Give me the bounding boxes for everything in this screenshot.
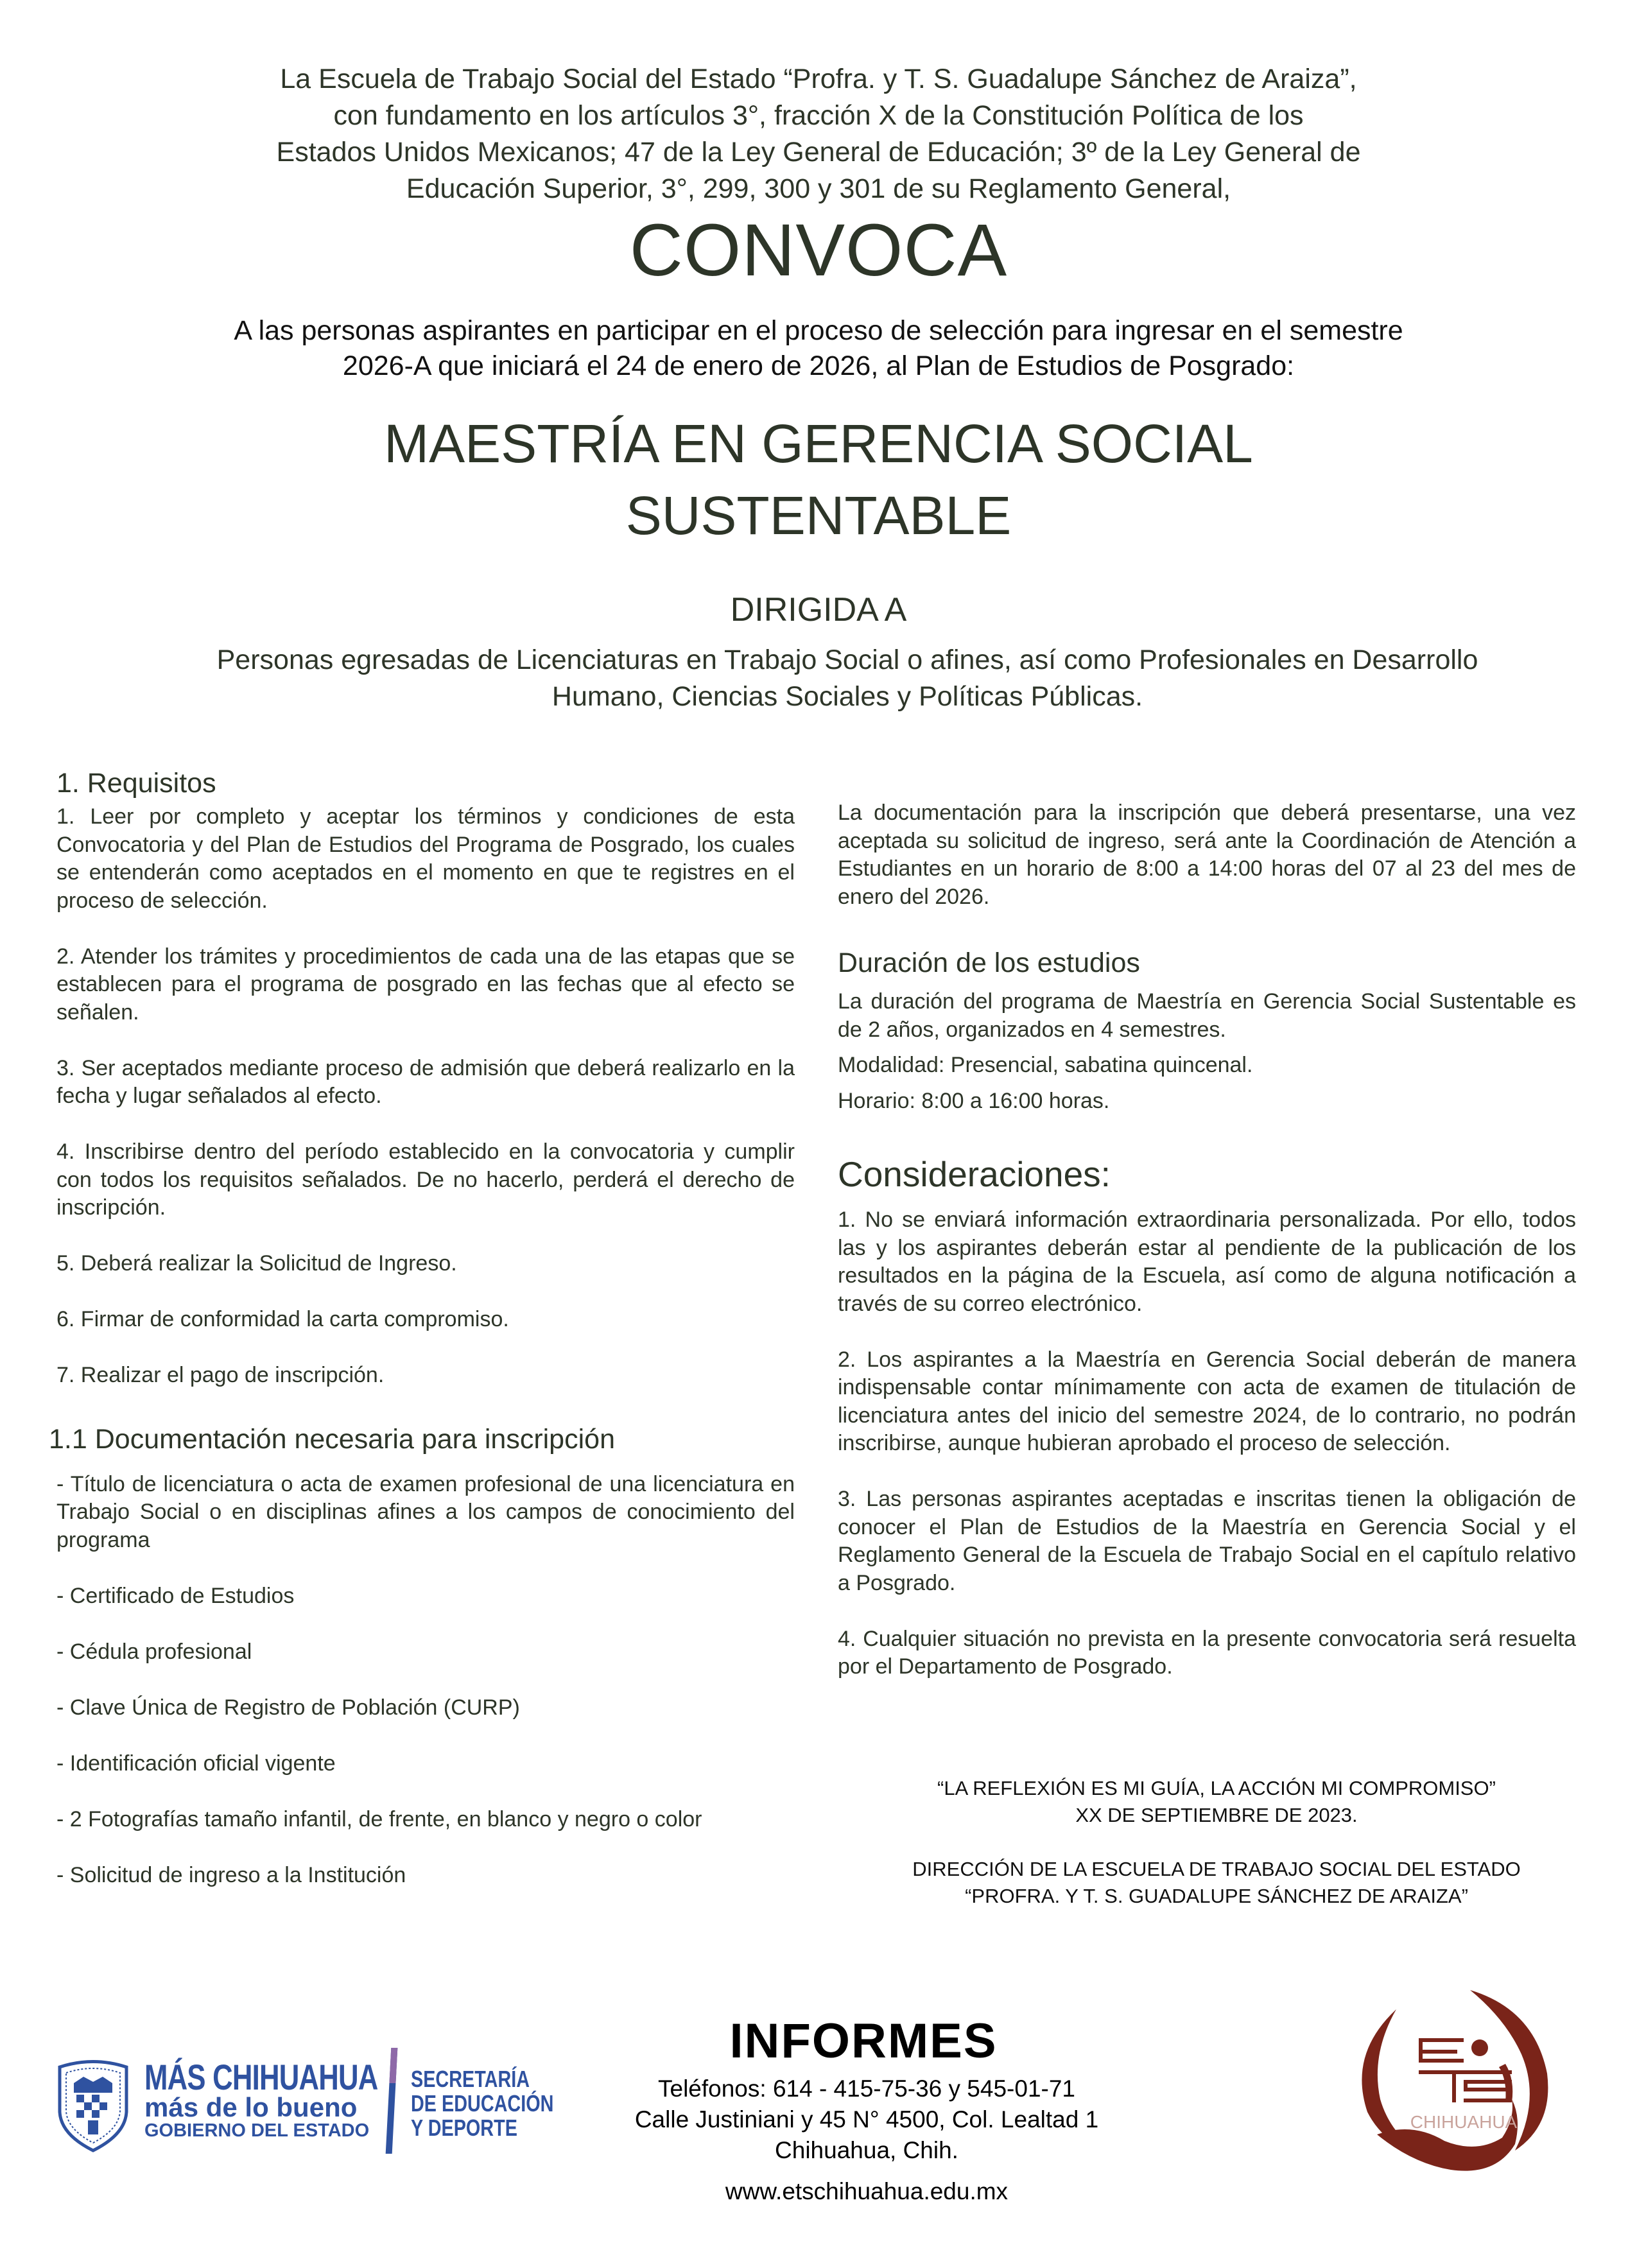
preamble-line: La Escuela de Trabajo Social del Estado “Profra. y T. S. Guadalupe Sánchez de Araiza”, [280, 64, 1357, 94]
horario-text: Horario: 8:00 a 16:00 horas. [838, 1088, 1110, 1113]
requisito-item: 3. Ser aceptados mediante proceso de admisión que deberá realizarlo en la fecha y lugar señalados al efecto. [56, 1055, 795, 1108]
audience-line: Personas egresadas de Licenciaturas en Trabajo Social o afines, así como Profesionales en Desarrollo [216, 645, 1478, 675]
documento-item: - Clave Única de Registro de Población (CURP) [56, 1695, 520, 1720]
closing-block [835, 1775, 1598, 1910]
secretaria-line: Y DEPORTE [411, 2115, 517, 2141]
documento-item: - Título de licenciatura o acta de examen profesional de una licenciatura en Trabajo Social o en disciplinas afines a los campos de conocimiento del programa [56, 1471, 795, 1552]
documento-item: - Cédula profesional [56, 1639, 252, 1664]
modalidad-text: Modalidad: Presencial, sabatina quincenal. [838, 1053, 1253, 1077]
secretaria-line: SECRETARÍA [411, 2066, 530, 2092]
gov-main-text: MÁS CHIHUAHUA [144, 2057, 378, 2097]
consideraciones-heading: Consideraciones: [838, 1154, 1111, 1194]
secretaria-line: DE EDUCACIÓN [411, 2090, 554, 2117]
requisito-item: 1. Leer por completo y aceptar los términos y condiciones de esta Convocatoria y del Plan de Estudios del Programa de Posgrado, los cuales se entenderán como aceptados en el momento en que te registres en el proceso de selección. [56, 804, 795, 913]
presentacion-paragraph: La documentación para la inscripción que deberá presentarse, una vez aceptada su solicitud de ingreso, será ante la Coordinación de Atención a Estudiantes en un horario de 8:00 a 14:00 horas del 07 al 23 del mes de enero del 2026. [838, 801, 1576, 909]
requisito-item: 6. Firmar de conformidad la carta compromiso. [56, 1307, 509, 1331]
ets-emblem-icon [1342, 1984, 1560, 2195]
address: Calle Justiniani y 45 N° 4500, Col. Lealtad 1 [634, 2106, 1099, 2133]
direction-line: “PROFRA. Y T. S. GUADALUPE SÁNCHEZ DE ARAIZA” [965, 1885, 1468, 1907]
dirigida-heading: DIRIGIDA A [730, 591, 907, 628]
government-wordmark [144, 2059, 444, 2142]
gov-subtitle: GOBIERNO DEL ESTADO [144, 2120, 370, 2141]
state-shield-icon [55, 2057, 132, 2154]
phones: Teléfonos: 614 - 415-75-36 y 545-01-71 [658, 2075, 1075, 2102]
ets-logo [1342, 1984, 1560, 2195]
program-title-line: SUSTENTABLE [625, 485, 1012, 546]
documento-item: - 2 Fotografías tamaño infantil, de frente, en blanco y negro o color [56, 1806, 702, 1831]
documentacion-heading: 1.1 Documentación necesaria para inscripción [49, 1423, 615, 1455]
left-column [49, 767, 795, 1917]
consideracion-item: 1. No se enviará información extraordinaria personalizada. Por ello, todos las y los aspirantes deberán estar al pendiente de la publicación de los resultados en la página de la Escuela, así como de alguna notificación a través de su correo electrónico. [838, 1208, 1576, 1316]
aspirantes-statement [128, 313, 1509, 384]
requisitos-list [56, 803, 795, 1390]
legal-preamble [128, 61, 1509, 207]
convoca-title: CONVOCA [629, 209, 1008, 291]
consideracion-item: 4. Cualquier situación no prevista en la presente convocatoria será resuelta por el Departamento de Posgrado. [838, 1626, 1576, 1679]
duracion-text: La duración del programa de Maestría en Gerencia Social Sustentable es de 2 años, organizados en 4 semestres. [838, 989, 1576, 1042]
requisito-item: 7. Realizar el pago de inscripción. [56, 1363, 385, 1387]
documento-item: - Solicitud de ingreso a la Institución [56, 1862, 406, 1887]
documentacion-list [56, 1471, 795, 1890]
consideracion-item: 2. Los aspirantes a la Maestría en Gerencia Social deberán de manera indispensable contar mínimamente con acta de examen de titulación de licenciatura antes del inicio del semestre 2024, de lo contrario, no podrán inscribirse, aunque hubieran aprobado el proceso de selección. [838, 1347, 1576, 1455]
preamble-line: Estados Unidos Mexicanos; 47 de la Ley General de Educación; 3º de la Ley General de [276, 137, 1361, 168]
contact-info [578, 2073, 1156, 2166]
issue-date: XX DE SEPTIEMBRE DE 2023. [1075, 1804, 1358, 1826]
direction-line: DIRECCIÓN DE LA ESCUELA DE TRABAJO SOCIAL DEL ESTADO [912, 1858, 1521, 1880]
duracion-heading: Duración de los estudios [838, 948, 1140, 978]
informes-heading: INFORMES [729, 2014, 998, 2068]
requisitos-heading: 1. Requisitos [56, 768, 216, 799]
program-title [193, 408, 1444, 551]
program-title-line: MAESTRÍA EN GERENCIA SOCIAL [384, 413, 1253, 474]
target-audience [83, 642, 1611, 715]
gov-slogan: más de lo bueno [144, 2092, 358, 2122]
preamble-line: Educación Superior, 3°, 299, 300 y 301 de su Reglamento General, [406, 173, 1231, 204]
aspirantes-line: A las personas aspirantes en participar en el proceso de selección para ingresar en el semestre [234, 315, 1403, 346]
aspirantes-line: 2026-A que iniciará el 24 de enero de 2026, al Plan de Estudios de Posgrado: [342, 351, 1295, 381]
website-link[interactable]: www.etschihuahua.edu.mx [725, 2178, 1009, 2204]
city: Chihuahua, Chih. [775, 2137, 958, 2163]
documento-item: - Certificado de Estudios [56, 1583, 295, 1608]
consideraciones-list [838, 1206, 1576, 1681]
secretaria-wordmark [411, 2067, 553, 2140]
requisito-item: 2. Atender los trámites y procedimientos de cada una de las etapas que se establecen para el programa de posgrado en las fechas que al efecto se señalen. [56, 944, 795, 1025]
requisito-item: 4. Inscribirse dentro del período establecido en la convocatoria y cumplir con todos los requisitos señalados. De no hacerlo, perderá el derecho de inscripción. [56, 1139, 795, 1220]
government-logo [55, 2054, 568, 2157]
audience-line: Humano, Ciencias Sociales y Políticas Públicas. [551, 681, 1143, 712]
ets-city-text: CHIHUAHUA [1410, 2112, 1518, 2132]
motto: “LA REFLEXIÓN ES MI GUÍA, LA ACCIÓN MI COMPROMISO” [937, 1777, 1496, 1799]
consideracion-item: 3. Las personas aspirantes aceptadas e inscritas tienen la obligación de conocer el Plan de Estudios de la Maestría en Gerencia Social y el Reglamento General de la Escuela de Trabajo Social en el capítulo relativo a Posgrado. [838, 1487, 1576, 1595]
documento-item: - Identificación oficial vigente [56, 1751, 336, 1776]
preamble-line: con fundamento en los artículos 3°, fracción X de la Constitución Política de los [333, 100, 1304, 131]
requisito-item: 5. Deberá realizar la Solicitud de Ingreso. [56, 1251, 457, 1276]
right-column [838, 799, 1576, 1709]
